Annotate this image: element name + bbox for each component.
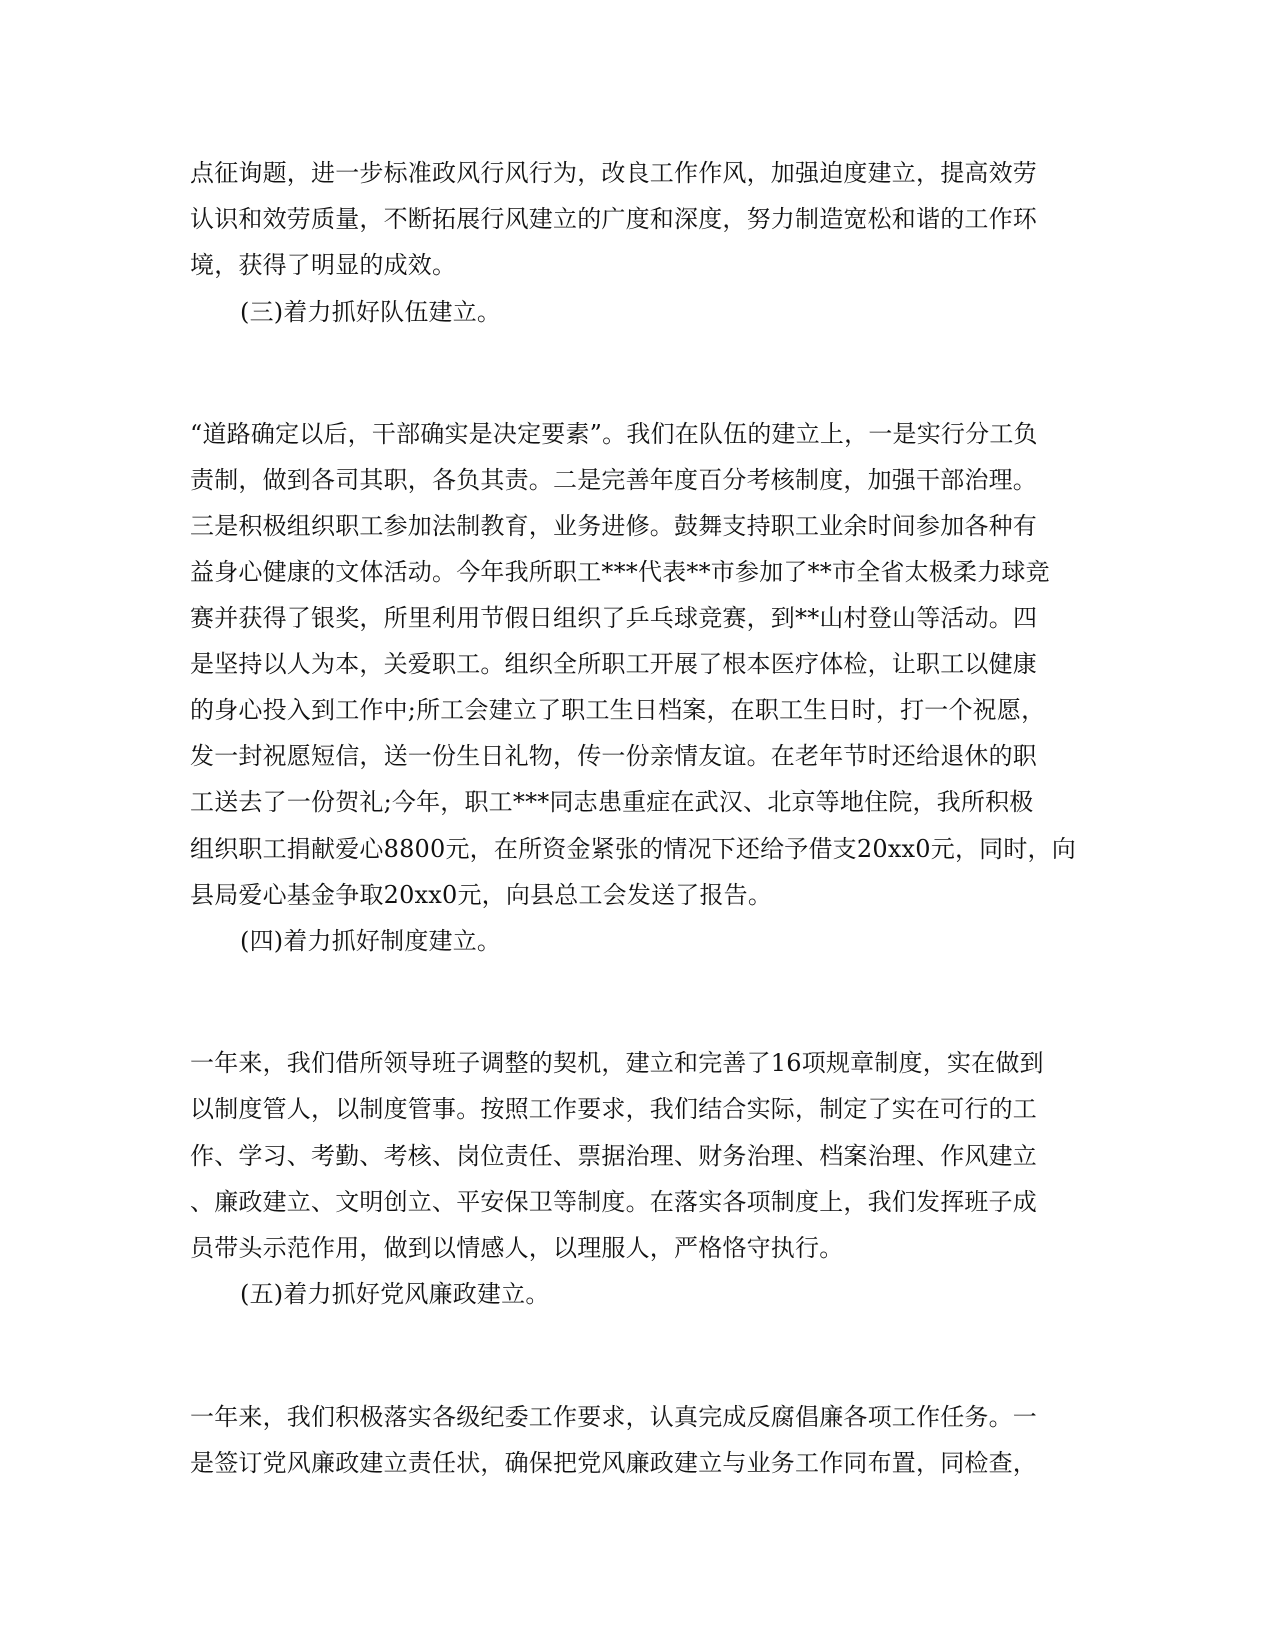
paragraph-line: 一年来，我们积极落实各级纪委工作要求，认真完成反腐倡廉各项工作任务。一 xyxy=(190,1403,1037,1431)
section-heading-4: (四)着力抓好制度建立。 xyxy=(240,927,502,955)
section-heading-3: (三)着力抓好队伍建立。 xyxy=(240,298,502,326)
section-heading-5: (五)着力抓好党风廉政建立。 xyxy=(240,1280,550,1308)
paragraph-line: 认识和效劳质量，不断拓展行风建立的广度和深度，努力制造宽松和谐的工作环 xyxy=(190,205,1037,233)
paragraph-line: 责制，做到各司其职，各负其责。二是完善年度百分考核制度，加强干部治理。 xyxy=(190,466,1037,494)
paragraph-line: 三是积极组织职工参加法制教育，业务进修。鼓舞支持职工业余时间参加各种有 xyxy=(190,512,1037,540)
paragraph-line: 发一封祝愿短信，送一份生日礼物，传一份亲情友谊。在老年节时还给退休的职 xyxy=(190,742,1037,770)
paragraph-line: 作、学习、考勤、考核、岗位责任、票据治理、财务治理、档案治理、作风建立 xyxy=(190,1142,1037,1170)
paragraph-line: 员带头示范作用，做到以情感人，以理服人，严格恪守执行。 xyxy=(190,1234,844,1262)
paragraph-line: 以制度管人，以制度管事。按照工作要求，我们结合实际，制定了实在可行的工 xyxy=(190,1095,1037,1123)
paragraph-line: 县局爱心基金争取20xx0元，向县总工会发送了报告。 xyxy=(190,881,773,909)
paragraph-line: 是坚持以人为本，关爱职工。组织全所职工开展了根本医疗体检，让职工以健康 xyxy=(190,650,1037,678)
paragraph-line: 是签订党风廉政建立责任状，确保把党风廉政建立与业务工作同布置，同检查， xyxy=(190,1449,1037,1477)
paragraph-line: 、廉政建立、文明创立、平安保卫等制度。在落实各项制度上，我们发挥班子成 xyxy=(190,1188,1037,1216)
paragraph-line: 组织职工捐献爱心8800元，在所资金紧张的情况下还给予借支20xx0元，同时，向 xyxy=(190,835,1076,863)
paragraph-line: 点征询题，进一步标准政风行风行为，改良工作作风，加强迫度建立，提高效劳 xyxy=(190,159,1037,187)
paragraph-line: 的身心投入到工作中;所工会建立了职工生日档案，在职工生日时，打一个祝愿， xyxy=(190,696,1046,724)
paragraph-line: 益身心健康的文体活动。今年我所职工***代表**市参加了**市全省太极柔力球竞 xyxy=(190,558,1050,586)
paragraph-line: 境，获得了明显的成效。 xyxy=(190,251,457,279)
paragraph-line: “道路确定以后，干部确实是决定要素”。我们在队伍的建立上，一是实行分工负 xyxy=(190,420,1038,448)
paragraph-line: 赛并获得了银奖，所里利用节假日组织了乒乓球竞赛，到**山村登山等活动。四 xyxy=(190,604,1038,632)
paragraph-line: 工送去了一份贺礼;今年，职工***同志患重症在武汉、北京等地住院，我所积极 xyxy=(190,788,1034,816)
paragraph-line: 一年来，我们借所领导班子调整的契机，建立和完善了16项规章制度，实在做到 xyxy=(190,1049,1044,1077)
